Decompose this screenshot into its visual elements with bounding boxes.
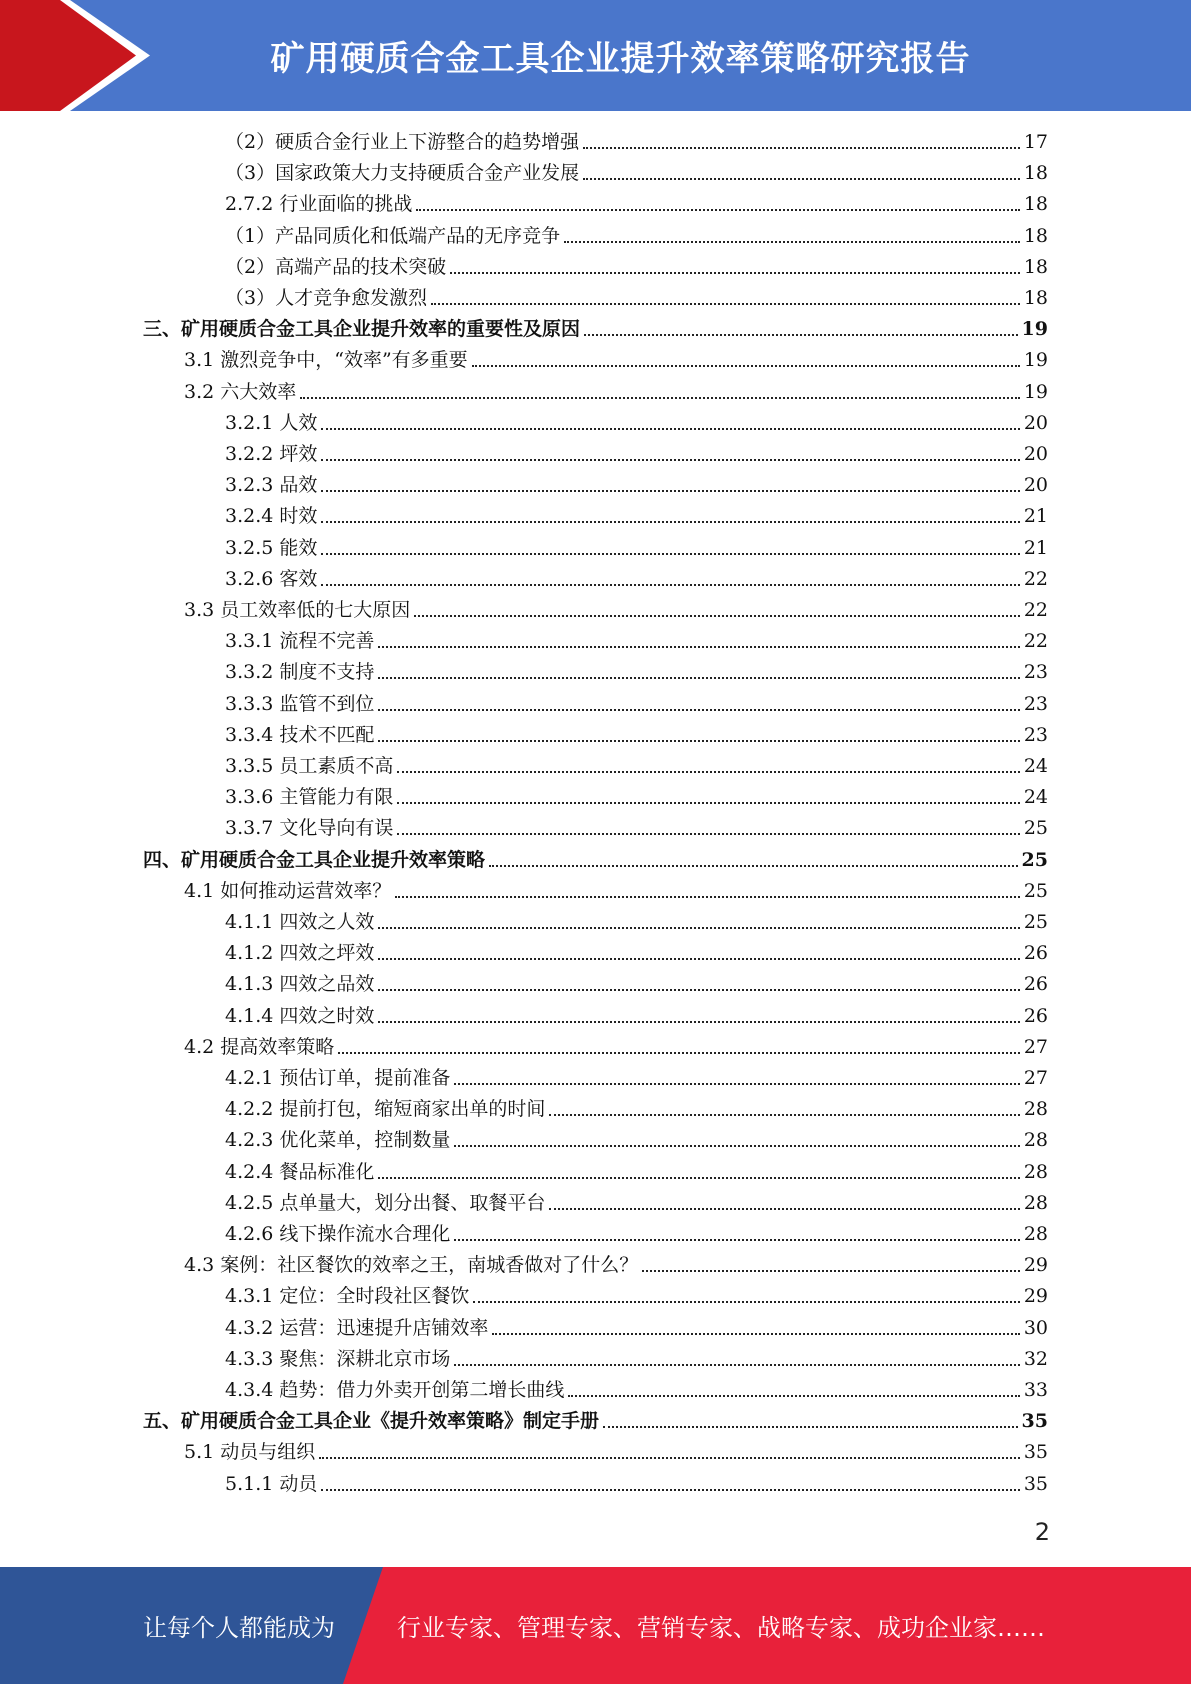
toc-dot-leader — [454, 1125, 1019, 1147]
toc-dot-leader — [300, 377, 1020, 399]
toc-entry-page: 27 — [1023, 1035, 1048, 1058]
toc-entry-page: 20 — [1023, 443, 1048, 465]
toc-dot-leader — [492, 1313, 1019, 1335]
toc-entry-page: 22 — [1023, 630, 1048, 653]
toc-entry-page: 28 — [1023, 1098, 1048, 1121]
toc-dot-leader — [378, 938, 1019, 960]
toc-entry[interactable] — [143, 1406, 1048, 1437]
toc-entry-label: 3.2.2 坪效 — [225, 443, 318, 465]
toc-entry[interactable] — [225, 689, 1048, 720]
toc-entry-page: 25 — [1021, 848, 1048, 871]
toc-entry-label: 4.2.3 优化菜单，控制数量 — [225, 1129, 451, 1152]
toc-dot-leader — [321, 408, 1019, 430]
toc-dot-leader — [397, 751, 1019, 773]
toc-entry-page: 28 — [1023, 1191, 1048, 1214]
footer-slogan-right: 行业专家、管理专家、营销专家、战略专家、成功企业家…… — [397, 1614, 1045, 1642]
toc-entry[interactable] — [225, 907, 1048, 938]
toc-entry-label: 3.3.2 制度不支持 — [225, 661, 375, 684]
toc-entry[interactable] — [225, 782, 1048, 813]
toc-entry[interactable] — [225, 1157, 1048, 1188]
toc-entry[interactable] — [225, 1281, 1048, 1312]
toc-entry-label: 4.1 如何推动运营效率？ — [184, 879, 392, 902]
toc-entry[interactable] — [225, 720, 1048, 751]
toc-entry-page: 32 — [1023, 1347, 1048, 1370]
toc-dot-leader — [397, 782, 1019, 804]
toc-entry[interactable] — [225, 408, 1048, 439]
toc-entry-page: 20 — [1023, 411, 1048, 434]
toc-entry[interactable] — [184, 876, 1048, 907]
toc-entry-label: 4.1.4 四效之时效 — [225, 1004, 375, 1027]
toc-dot-leader — [603, 1406, 1018, 1428]
toc-dot-leader — [397, 813, 1019, 835]
toc-entry[interactable] — [184, 595, 1048, 626]
toc-entry[interactable] — [225, 470, 1048, 501]
toc-dot-leader — [378, 657, 1019, 679]
toc-entry-page: 18 — [1023, 193, 1048, 216]
toc-entry-page: 25 — [1023, 817, 1048, 840]
toc-entry-label: 4.2 提高效率策略 — [184, 1035, 335, 1058]
toc-entry-label: （2）硬质合金行业上下游整合的趋势增强 — [225, 131, 580, 153]
toc-entry-label: 4.2.2 提前打包，缩短商家出单的时间 — [225, 1098, 546, 1121]
toc-entry-page: 29 — [1023, 1254, 1048, 1277]
toc-entry-page: 18 — [1023, 287, 1048, 309]
toc-entry-page: 25 — [1023, 911, 1048, 933]
toc-entry-label: 3.3.3 监管不到位 — [225, 692, 375, 715]
toc-entry-label: 三、矿用硬质合金工具企业提升效率的重要性及原因 — [143, 318, 581, 341]
toc-entry[interactable] — [225, 1469, 1048, 1500]
toc-dot-leader — [454, 1219, 1019, 1241]
toc-entry-page: 22 — [1023, 599, 1048, 621]
toc-dot-leader — [321, 470, 1019, 492]
toc-entry-label: 3.3 员工效率低的七大原因 — [184, 599, 411, 621]
toc-entry-page: 23 — [1023, 661, 1048, 684]
page-header — [0, 0, 1191, 111]
toc-entry-page: 30 — [1023, 1316, 1048, 1339]
toc-entry[interactable] — [143, 845, 1048, 876]
toc-dot-leader — [568, 1375, 1019, 1397]
toc-entry[interactable] — [184, 1437, 1048, 1468]
toc-dot-leader — [450, 252, 1020, 274]
toc-entry[interactable] — [225, 501, 1048, 532]
toc-entry-label: 3.3.5 员工素质不高 — [225, 755, 394, 777]
toc-entry-page: 25 — [1023, 879, 1048, 902]
toc-entry[interactable] — [225, 1125, 1048, 1156]
page-footer — [0, 1567, 1191, 1684]
toc-entry[interactable] — [225, 969, 1048, 1000]
toc-entry-page: 24 — [1023, 786, 1048, 809]
toc-entry[interactable] — [225, 1188, 1048, 1219]
toc-entry-label: 3.2.6 客效 — [225, 567, 318, 590]
toc-entry-label: 3.3.1 流程不完善 — [225, 630, 375, 653]
toc-dot-leader — [583, 158, 1020, 180]
toc-dot-leader — [321, 439, 1019, 461]
toc-entry-label: 4.2.6 线下操作流水合理化 — [225, 1223, 451, 1245]
toc-dot-leader — [472, 345, 1020, 367]
toc-entry[interactable] — [184, 377, 1048, 408]
toc-dot-leader — [642, 1250, 1020, 1272]
toc-entry[interactable] — [225, 938, 1048, 969]
toc-entry[interactable] — [225, 189, 1048, 220]
toc-dot-leader — [489, 845, 1018, 867]
toc-entry-page: 23 — [1023, 723, 1048, 746]
toc-entry-label: 4.3.4 趋势：借力外卖开创第二增长曲线 — [225, 1379, 565, 1401]
toc-entry-page: 35 — [1023, 1441, 1048, 1464]
toc-entry[interactable] — [225, 564, 1048, 595]
toc-entry[interactable] — [225, 127, 1048, 158]
toc-entry-label: 3.2.3 品效 — [225, 474, 318, 497]
toc-dot-leader — [431, 283, 1020, 305]
toc-entry-label: 3.1 激烈竞争中，“效率”有多重要 — [184, 349, 468, 372]
toc-entry[interactable] — [225, 158, 1048, 189]
toc-entry-label: 3.2.1 人效 — [225, 411, 318, 434]
toc-entry-label: （3）人才竞争愈发激烈 — [225, 287, 428, 309]
toc-entry[interactable] — [225, 1063, 1048, 1094]
toc-entry-label: 2.7.2 行业面临的挑战 — [225, 193, 413, 216]
toc-dot-leader — [378, 1001, 1019, 1023]
toc-entry-page: 29 — [1023, 1285, 1048, 1308]
toc-entry[interactable] — [184, 1032, 1048, 1063]
toc-entry-label: 3.2.5 能效 — [225, 536, 318, 559]
toc-entry[interactable] — [225, 533, 1048, 564]
toc-dot-leader — [416, 189, 1019, 211]
toc-dot-leader — [378, 626, 1019, 648]
toc-entry-page: 19 — [1023, 380, 1048, 403]
toc-entry[interactable] — [225, 751, 1048, 782]
toc-dot-leader — [338, 1032, 1020, 1054]
toc-entry-label: 4.3 案例：社区餐饮的效率之王，南城香做对了什么？ — [184, 1254, 639, 1277]
toc-entry[interactable] — [225, 1094, 1048, 1125]
toc-entry-label: 4.2.1 预估订单，提前准备 — [225, 1067, 451, 1089]
toc-entry-label: 4.1.3 四效之品效 — [225, 973, 375, 996]
toc-dot-leader — [584, 314, 1018, 336]
toc-dot-leader — [564, 221, 1020, 243]
toc-entry[interactable] — [225, 626, 1048, 657]
page-number: 2 — [1034, 1518, 1050, 1546]
toc-dot-leader — [414, 595, 1020, 617]
toc-dot-leader — [321, 501, 1019, 523]
toc-entry-page: 24 — [1023, 755, 1048, 777]
toc-entry-page: 26 — [1023, 973, 1048, 996]
toc-entry-page: 28 — [1023, 1129, 1048, 1152]
toc-dot-leader — [454, 1063, 1019, 1085]
toc-entry-label: 4.3.2 运营：迅速提升店铺效率 — [225, 1316, 489, 1339]
toc-entry-page: 35 — [1023, 1472, 1048, 1495]
toc-entry-page: 26 — [1023, 1004, 1048, 1027]
toc-entry-label: 4.3.1 定位：全时段社区餐饮 — [225, 1285, 470, 1308]
toc-entry-page: 27 — [1023, 1067, 1048, 1089]
toc-entry[interactable] — [225, 1344, 1048, 1375]
toc-dot-leader — [549, 1094, 1019, 1116]
toc-entry-page: 18 — [1023, 224, 1048, 247]
toc-entry-page: 18 — [1023, 162, 1048, 185]
toc-dot-leader — [321, 533, 1019, 555]
toc-entry-label: 4.3.3 聚焦：深耕北京市场 — [225, 1347, 451, 1370]
toc-entry[interactable] — [225, 1219, 1048, 1250]
toc-entry[interactable] — [225, 657, 1048, 688]
toc-entry-page: 19 — [1021, 318, 1048, 341]
toc-entry-page: 18 — [1023, 255, 1048, 278]
toc-entry-label: 3.2.4 时效 — [225, 505, 318, 528]
toc-dot-leader — [321, 564, 1019, 586]
toc-entry-page: 21 — [1023, 536, 1048, 559]
toc-entry[interactable] — [225, 439, 1048, 470]
toc-entry[interactable] — [184, 345, 1048, 376]
toc-dot-leader — [319, 1437, 1020, 1459]
toc-dot-leader — [378, 969, 1019, 991]
toc-entry-label: 4.1.1 四效之人效 — [225, 911, 375, 933]
toc-entry-label: （3）国家政策大力支持硬质合金产业发展 — [225, 162, 580, 185]
toc-dot-leader — [583, 127, 1020, 149]
toc-entry-page: 33 — [1023, 1379, 1048, 1401]
toc-entry-label: 3.3.6 主管能力有限 — [225, 786, 394, 809]
toc-entry-label: 四、矿用硬质合金工具企业提升效率策略 — [143, 848, 486, 871]
toc-entry-page: 19 — [1023, 349, 1048, 372]
toc-entry-label: 5.1.1 动员 — [225, 1472, 318, 1495]
toc-entry-page: 28 — [1023, 1160, 1048, 1183]
toc-entry[interactable] — [143, 314, 1048, 345]
toc-entry-page: 28 — [1023, 1223, 1048, 1245]
toc-dot-leader — [378, 907, 1019, 929]
toc-dot-leader — [454, 1344, 1019, 1366]
toc-entry-page: 22 — [1023, 567, 1048, 590]
toc-entry[interactable] — [184, 1250, 1048, 1281]
toc-dot-leader — [395, 876, 1020, 898]
toc-entry[interactable] — [225, 1375, 1048, 1406]
toc-entry-label: 5.1 动员与组织 — [184, 1441, 316, 1464]
toc-entry-label: 4.2.4 餐品标准化 — [225, 1160, 375, 1183]
toc-entry-label: 3.3.4 技术不匹配 — [225, 723, 375, 746]
toc-entry[interactable] — [225, 283, 1048, 314]
toc-dot-leader — [378, 720, 1019, 742]
toc-entry[interactable] — [225, 1001, 1048, 1032]
toc-entry-page: 23 — [1023, 692, 1048, 715]
toc-entry-label: （2）高端产品的技术突破 — [225, 255, 447, 278]
toc-entry-label: 4.2.5 点单量大，划分出餐、取餐平台 — [225, 1191, 546, 1214]
toc-entry[interactable] — [225, 221, 1048, 252]
toc-entry-page: 35 — [1021, 1410, 1048, 1433]
toc-entry-page: 20 — [1023, 474, 1048, 497]
toc-entry[interactable] — [225, 813, 1048, 844]
toc-entry-label: 3.2 六大效率 — [184, 380, 297, 403]
toc-dot-leader — [473, 1281, 1019, 1303]
toc-entry-label: 3.3.7 文化导向有误 — [225, 817, 394, 840]
toc-dot-leader — [378, 1157, 1019, 1179]
toc-entry-label: 五、矿用硬质合金工具企业《提升效率策略》制定手册 — [143, 1410, 600, 1433]
toc-entry-page: 17 — [1023, 131, 1048, 153]
report-title: 矿用硬质合金工具企业提升效率策略研究报告 — [270, 39, 971, 79]
toc-entry-page: 26 — [1023, 942, 1048, 965]
toc-dot-leader — [321, 1469, 1019, 1491]
toc-entry-page: 21 — [1023, 505, 1048, 528]
toc-entry-label: 4.1.2 四效之坪效 — [225, 942, 375, 965]
toc-dot-leader — [549, 1188, 1019, 1210]
toc-dot-leader — [378, 689, 1019, 711]
toc-entry[interactable] — [225, 1313, 1048, 1344]
toc-entry-label: （1）产品同质化和低端产品的无序竞争 — [225, 224, 561, 247]
toc-entry[interactable] — [225, 252, 1048, 283]
footer-slogan-left: 让每个人都能成为 — [143, 1614, 335, 1642]
